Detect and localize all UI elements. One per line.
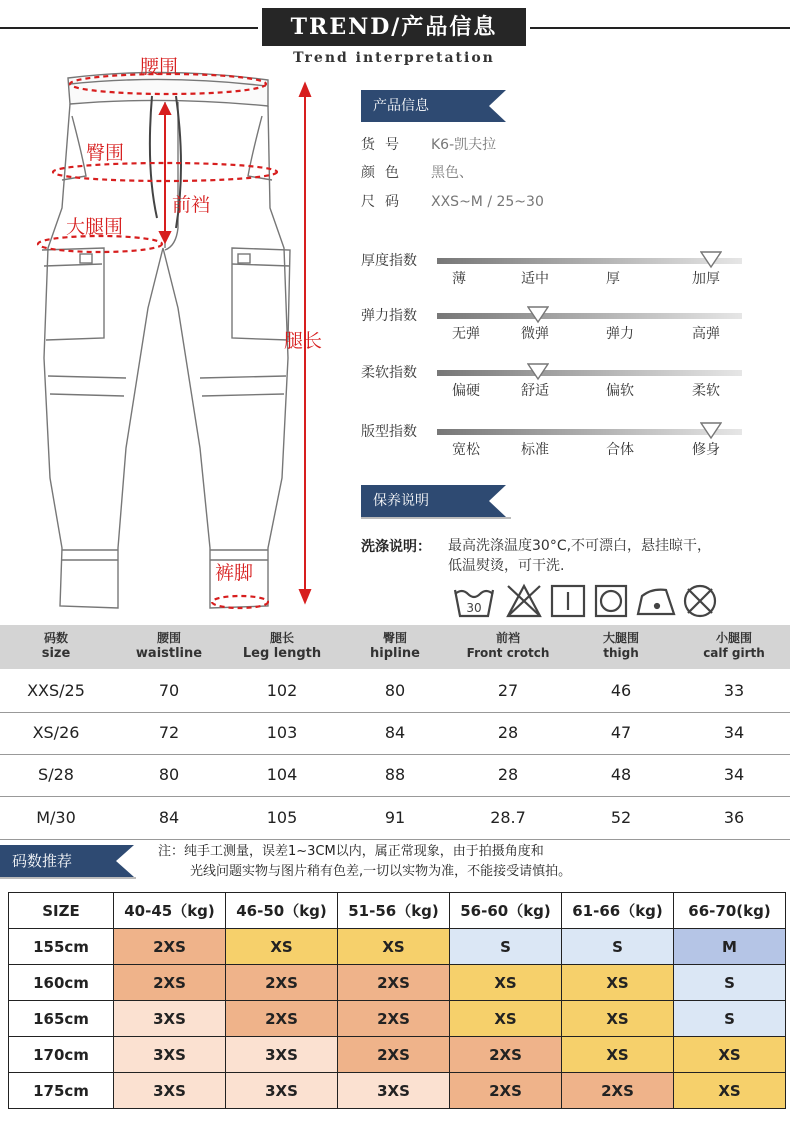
no-dry-clean-icon	[685, 586, 715, 616]
size-cell: 3XS	[114, 1073, 226, 1109]
size-table-cell: 34	[723, 765, 745, 784]
index-option: 修身	[692, 442, 720, 458]
hang-dry-icon	[552, 586, 584, 616]
size-cell: XS	[226, 929, 338, 965]
size-table-cell: 88	[384, 765, 406, 784]
page-title: TREND/产品信息	[262, 8, 526, 46]
label-leg-length: 腿长	[284, 330, 323, 352]
size-cell: XS	[562, 1037, 674, 1073]
size-table-cell: 36	[723, 808, 745, 827]
recommend-header-cell: SIZE	[9, 893, 114, 929]
header-rule-left	[0, 27, 258, 29]
header-en: Leg length	[242, 646, 322, 661]
info-row-size	[361, 191, 544, 211]
size-cell: XS	[450, 1001, 562, 1037]
recommend-banner	[0, 845, 136, 877]
index-option: 加厚	[692, 271, 720, 287]
size-cell: 3XS	[226, 1073, 338, 1109]
header-cn: 小腿围	[715, 631, 752, 645]
size-cell: 3XS	[114, 1037, 226, 1073]
size-table-cell: 91	[384, 808, 406, 827]
size-table-header-cell	[565, 625, 677, 669]
header-cn: 前裆	[495, 631, 520, 645]
index-option: 无弹	[452, 326, 480, 342]
size-cell: XS	[450, 965, 562, 1001]
size-cell: 2XS	[226, 965, 338, 1001]
label-hip: 臀围	[86, 142, 125, 164]
index-marker-icon	[700, 251, 722, 269]
size-table-cell: 52	[610, 808, 632, 827]
size-cell: S	[450, 929, 562, 965]
size-cell: 3XS	[338, 1073, 450, 1109]
page-subtitle: Trend interpretation	[293, 50, 495, 66]
header-en: Front crotch	[466, 646, 550, 660]
low-iron-icon	[638, 590, 674, 614]
care-banner-label: 保养说明	[373, 493, 429, 509]
size-table-header-cell	[452, 625, 564, 669]
product-info-banner-label: 产品信息	[373, 98, 429, 114]
header-en: size	[41, 646, 71, 661]
size-table-cell: 47	[610, 723, 632, 742]
height-cell: 155cm	[9, 929, 114, 965]
label-hem: 裤脚	[215, 562, 254, 584]
index-label: 厚度指数	[361, 253, 417, 269]
header-en: waistline	[135, 646, 203, 661]
size-table-cell: XS/26	[32, 723, 80, 742]
header-en: calf girth	[703, 646, 765, 660]
height-cell: 165cm	[9, 1001, 114, 1037]
note-line-1: 注：纯手工测量，误差1~3CM以内，属正常现象，由于拍摄角度和	[158, 844, 544, 859]
index-scale-bar	[437, 429, 742, 435]
table-row	[9, 1073, 786, 1109]
size-table-cell: 72	[158, 723, 180, 742]
label-thigh: 大腿围	[66, 216, 124, 238]
header-cn: 腰围	[156, 631, 181, 645]
size-cell: XS	[338, 929, 450, 965]
wash-30-icon	[455, 590, 493, 616]
size-cell: XS	[674, 1073, 786, 1109]
size-cell: 2XS	[450, 1073, 562, 1109]
table-row	[9, 1001, 786, 1037]
info-row-color	[361, 162, 473, 182]
size-cell: XS	[674, 1037, 786, 1073]
size-cell: 2XS	[226, 1001, 338, 1037]
size-cell: 2XS	[562, 1073, 674, 1109]
header-rule-right	[530, 27, 790, 29]
recommend-header-row	[9, 893, 786, 929]
header-cn: 臀围	[382, 631, 407, 645]
index-marker-icon	[527, 363, 549, 381]
index-option: 弹力	[606, 326, 634, 342]
index-option: 厚	[606, 271, 620, 287]
size-cell: 2XS	[338, 1001, 450, 1037]
recommend-header-cell: 61-66（kg)	[562, 893, 674, 929]
care-banner	[361, 485, 511, 517]
label-rise: 前裆	[172, 194, 211, 216]
size-table-cell: M/30	[36, 808, 76, 827]
recommend-header-cell: 66-70(kg)	[674, 893, 786, 929]
size-cell: 2XS	[114, 965, 226, 1001]
size-table-cell: 70	[158, 681, 180, 700]
size-cell: 3XS	[114, 1001, 226, 1037]
svg-text:30: 30	[466, 601, 482, 615]
index-option: 偏软	[606, 383, 634, 399]
no-bleach-icon	[508, 586, 540, 616]
index-scale-bar	[437, 313, 742, 319]
table-row	[9, 929, 786, 965]
info-value: K6-凯夫拉	[431, 137, 497, 153]
wash-text-line-1: 最高洗涤温度30°C,不可漂白，悬挂晾干，	[448, 538, 712, 554]
index-label: 柔软指数	[361, 365, 417, 381]
size-table-header-cell	[113, 625, 225, 669]
size-cell: S	[562, 929, 674, 965]
size-cell: XS	[562, 1001, 674, 1037]
size-table-header-cell	[0, 625, 112, 669]
index-option: 舒适	[521, 383, 549, 399]
size-cell: S	[674, 965, 786, 1001]
note-line-2: 光线问题实物与图片稍有色差,一切以实物为准，不能接受请慎拍。	[190, 864, 572, 879]
info-value: 黑色、	[431, 165, 473, 181]
size-table-cell: 84	[384, 723, 406, 742]
index-option: 薄	[452, 271, 466, 287]
recommend-header-cell: 40-45（kg)	[114, 893, 226, 929]
size-cell: S	[674, 1001, 786, 1037]
info-row-sku	[361, 134, 496, 154]
size-table-cell: XXS/25	[27, 681, 85, 700]
tumble-dry-icon	[596, 586, 626, 616]
size-table-cell: 80	[384, 681, 406, 700]
size-table-row-divider	[0, 839, 790, 840]
label-waist: 腰围	[140, 56, 179, 78]
size-table-cell: 102	[266, 681, 298, 700]
index-option: 合体	[606, 442, 634, 458]
index-scale-bar	[437, 370, 742, 376]
index-option: 柔软	[692, 383, 720, 399]
size-table-cell: 84	[158, 808, 180, 827]
size-cell: 2XS	[450, 1037, 562, 1073]
recommend-header-cell: 51-56（kg)	[338, 893, 450, 929]
size-table-cell: 28.7	[490, 808, 526, 827]
care-icons	[452, 582, 720, 620]
index-option: 微弹	[521, 326, 549, 342]
size-table-cell: 28	[497, 723, 519, 742]
size-table-cell: 46	[610, 681, 632, 700]
index-option: 宽松	[452, 442, 480, 458]
height-cell: 170cm	[9, 1037, 114, 1073]
info-key: 货号	[361, 137, 409, 153]
size-table-cell: S/28	[38, 765, 74, 784]
index-option: 标准	[521, 442, 549, 458]
index-label: 版型指数	[361, 424, 417, 440]
size-table-cell: 34	[723, 723, 745, 742]
size-table-cell: 104	[266, 765, 298, 784]
measurement-note	[158, 842, 571, 882]
size-table-cell: 27	[497, 681, 519, 700]
header-cn: 腿长	[269, 631, 294, 645]
info-key: 尺码	[361, 194, 409, 210]
size-table-cell: 28	[497, 765, 519, 784]
height-cell: 175cm	[9, 1073, 114, 1109]
size-cell: M	[674, 929, 786, 965]
height-cell: 160cm	[9, 965, 114, 1001]
header-en: thigh	[603, 646, 639, 660]
recommend-header-cell: 56-60（kg)	[450, 893, 562, 929]
index-marker-icon	[700, 422, 722, 440]
wash-text	[448, 536, 768, 576]
size-cell: 2XS	[114, 929, 226, 965]
size-table-cell: 105	[266, 808, 298, 827]
size-table-cell: 48	[610, 765, 632, 784]
size-table-cell: 103	[266, 723, 298, 742]
recommend-header-cell: 46-50（kg)	[226, 893, 338, 929]
table-row	[9, 965, 786, 1001]
info-key: 颜色	[361, 165, 409, 181]
index-option: 偏硬	[452, 383, 480, 399]
recommend-banner-label: 码数推荐	[12, 852, 73, 870]
index-option: 高弹	[692, 326, 720, 342]
info-value: XXS~M / 25~30	[431, 194, 544, 210]
table-row	[9, 1037, 786, 1073]
index-scale-bar	[437, 258, 742, 264]
size-table-header-cell	[678, 625, 790, 669]
wash-label: 洗涤说明：	[361, 539, 431, 555]
size-table-header-cell	[339, 625, 451, 669]
size-table-cell: 33	[723, 681, 745, 700]
header-cn: 大腿围	[602, 631, 639, 645]
size-table-header-cell	[226, 625, 338, 669]
size-cell: 3XS	[226, 1037, 338, 1073]
size-recommendation-table	[8, 892, 786, 1109]
product-info-banner	[361, 90, 511, 122]
wash-text-line-2: 低温熨烫，可干洗.	[448, 558, 565, 574]
index-label: 弹力指数	[361, 308, 417, 324]
header-cn: 码数	[43, 631, 68, 645]
index-marker-icon	[527, 306, 549, 324]
size-cell: 2XS	[338, 1037, 450, 1073]
size-table-cell: 80	[158, 765, 180, 784]
size-cell: XS	[562, 965, 674, 1001]
size-cell: 2XS	[338, 965, 450, 1001]
header-en: hipline	[369, 646, 420, 661]
index-option: 适中	[521, 271, 549, 287]
